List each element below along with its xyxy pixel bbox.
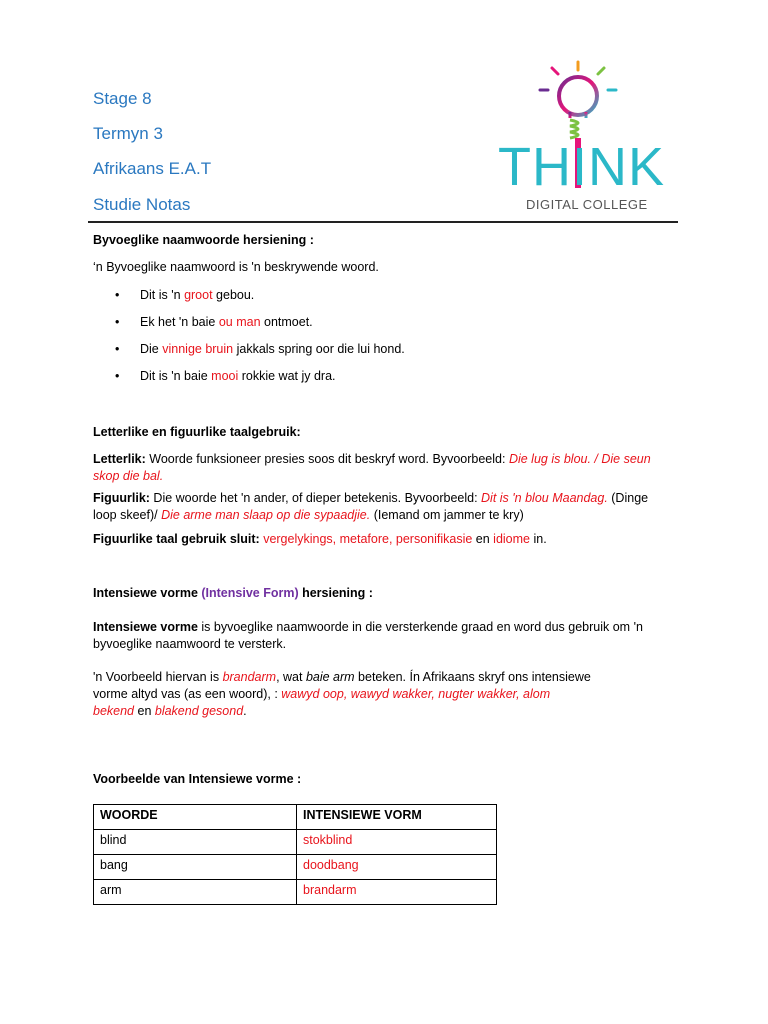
bullet-icon: • [115,369,120,383]
list-item: • Ek het 'n baie ou man ontmoet. [115,315,313,329]
list-item: • Dit is 'n baie mooi rokkie wat jy dra. [115,369,336,383]
intensive-definition-line2: byvoeglike naamwoord te versterk. [93,637,287,651]
bullet-icon: • [115,288,120,302]
subject-label: Afrikaans E.A.T [93,159,212,178]
table-cell: arm [94,880,297,905]
letterlik-paragraph-line2: skop die bal. [93,469,164,483]
intensive-example-line2: vorme altyd vas (as een woord), : wawyd oop, wawyd wakker, nugter wakker, alom [93,687,551,701]
adjectives-heading: Byvoeglike naamwoorde hersiening : [93,233,314,247]
notes-label: Studie Notas [93,195,191,214]
logo-subtitle: DIGITAL COLLEGE [526,197,648,212]
logo-word: THINK [498,137,665,197]
figuurlik-paragraph: Figuurlik: Die woorde het 'n ander, of dieper betekenis. Byvoorbeeld: Dit is 'n blou Maandag. (Dinge [93,491,649,505]
literal-figurative-heading: Letterlike en figuurlike taalgebruik: [93,425,301,439]
table-header-row [94,805,497,830]
adjective-examples-list [93,287,405,395]
table-cell: brandarm [297,880,497,905]
figurative-language-paragraph: Figuurlike taal gebruik sluit: vergelykings, metafore, personifikasie en idiome in. [93,532,547,546]
letterlik-paragraph: Letterlik: Woorde funksioneer presies soos dit beskryf word. Byvoorbeeld: Die lug is blou. / Die seun [93,452,651,466]
table-cell: stokblind [297,830,497,855]
intensive-definition: Intensiewe vorme is byvoeglike naamwoorde in die versterkende graad en word dus gebruik om 'n [93,620,643,634]
table-row [94,855,497,880]
bullet-icon: • [115,315,120,329]
header-divider [88,221,678,223]
table-row [94,880,497,905]
bullet-icon: • [115,342,120,356]
stage-label: Stage 8 [93,89,152,108]
intensive-forms-table [93,804,497,905]
adjectives-intro: ‘n Byvoeglike naamwoord is 'n beskrywende woord. [93,260,379,274]
table-cell: doodbang [297,855,497,880]
table-header-cell: INTENSIEWE VORM [297,805,497,830]
table-cell: bang [94,855,297,880]
list-item: • Die vinnige bruin jakkals spring oor die lui hond. [115,342,405,356]
table-cell: blind [94,830,297,855]
intensive-example-line3: bekend en blakend gesond. [93,704,247,718]
intensive-heading: Intensiewe vorme (Intensive Form) hersiening : [93,586,373,600]
examples-heading: Voorbeelde van Intensiewe vorme : [93,772,302,786]
figuurlik-paragraph-line2: loop skeef)/ Die arme man slaap op die sypaadjie. (Iemand om jammer te kry) [93,508,524,522]
think-logo [498,60,680,220]
intensive-example: 'n Voorbeeld hiervan is brandarm, wat baie arm beteken. Ín Afrikaans skryf ons intensiewe [93,670,591,684]
term-label: Termyn 3 [93,124,163,143]
table-header-cell: WOORDE [94,805,297,830]
table-row [94,830,497,855]
list-item: • Dit is 'n groot gebou. [115,288,255,302]
